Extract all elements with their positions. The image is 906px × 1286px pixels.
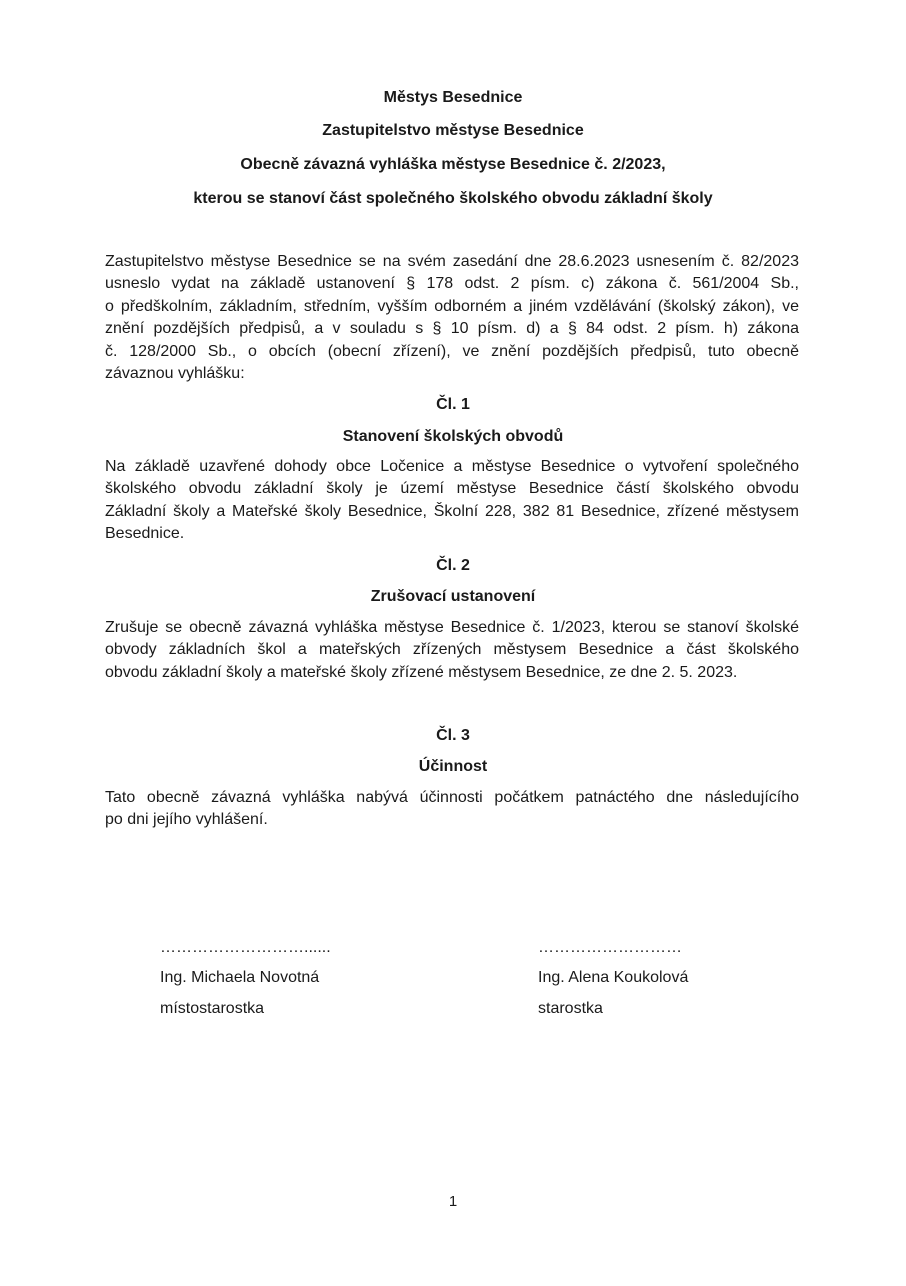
preamble-line: závaznou vyhlášku: — [105, 365, 245, 383]
article-2-paragraph — [105, 617, 799, 684]
article-1-paragraph — [105, 456, 799, 546]
decree-subtitle: kterou se stanoví část společného školského obvodu základní školy — [193, 190, 713, 207]
article-line: Zrušuje se obecně závazná vyhláška městyse Besednice č. 1/2023, kterou se stanoví školské — [105, 619, 799, 636]
article-line: Besednice. — [105, 525, 185, 543]
article-3-heading: Účinnost — [418, 758, 488, 775]
article-line: Tato obecně závazná vyhláška nabývá účinnosti počátkem patnáctého dne následujícího — [105, 789, 799, 806]
preamble-line: č. 128/2000 Sb., o obcích (obecní zřízení), ve znění pozdějších předpisů, tuto obecně — [105, 342, 799, 360]
signatory-name-left: Ing. Michaela Novotná — [160, 969, 320, 986]
article-line: Na základě uzavřené dohody obce Ločenice a městyse Besednice o vytvoření společného — [105, 458, 799, 475]
signature-line-right: ……………………… — [538, 939, 682, 956]
signatory-role-right: starostka — [538, 1000, 603, 1017]
article-1-heading: Stanovení školských obvodů — [342, 428, 564, 445]
article-2-heading: Zrušovací ustanovení — [370, 588, 536, 605]
preamble-line: o předškolním, základním, středním, vyšším odborném a jiném vzdělávání (školský zákon), ve — [105, 297, 799, 315]
article-line: po dni jejího vyhlášení. — [105, 811, 268, 829]
signatory-role-left: místostarostka — [160, 1000, 265, 1017]
signatory-name-right: Ing. Alena Koukolová — [538, 969, 689, 986]
article-1-number: Čl. 1 — [436, 396, 470, 413]
article-line: školského obvodu základní školy je území městyse Besednice částí školského obvodu — [105, 480, 799, 498]
preamble-paragraph — [105, 251, 799, 385]
decree-title: Obecně závazná vyhláška městyse Besednice č. 2/2023, — [240, 156, 666, 173]
preamble-line: Zastupitelstvo městyse Besednice se na svém zasedání dne 28.6.2023 usnesením č. 82/2023 — [105, 253, 799, 270]
article-3-paragraph — [105, 787, 799, 832]
preamble-line: znění pozdějších předpisů, a v souladu s § 10 písm. d) a § 84 odst. 2 písm. h) zákona — [105, 320, 799, 338]
article-line: obvody základních škol a mateřských zřízených městysem Besednice a část školského — [105, 641, 799, 659]
signature-line-left: ………………………...... — [160, 939, 331, 956]
council-title: Zastupitelstvo městyse Besednice — [322, 122, 584, 139]
page-number: 1 — [448, 1193, 458, 1210]
preamble-line: usneslo vydat na základě ustanovení § 178 odst. 2 písm. c) zákona č. 561/2004 Sb., — [105, 275, 799, 293]
article-line: obvodu základní školy a mateřské školy zřízené městysem Besednice, ze dne 2. 5. 2023. — [105, 663, 738, 681]
municipality-title: Městys Besednice — [383, 89, 523, 106]
article-line: Základní školy a Mateřské školy Besednice, Školní 228, 382 81 Besednice, zřízené městysem — [105, 502, 799, 520]
article-3-number: Čl. 3 — [436, 727, 470, 744]
article-2-number: Čl. 2 — [436, 557, 470, 574]
